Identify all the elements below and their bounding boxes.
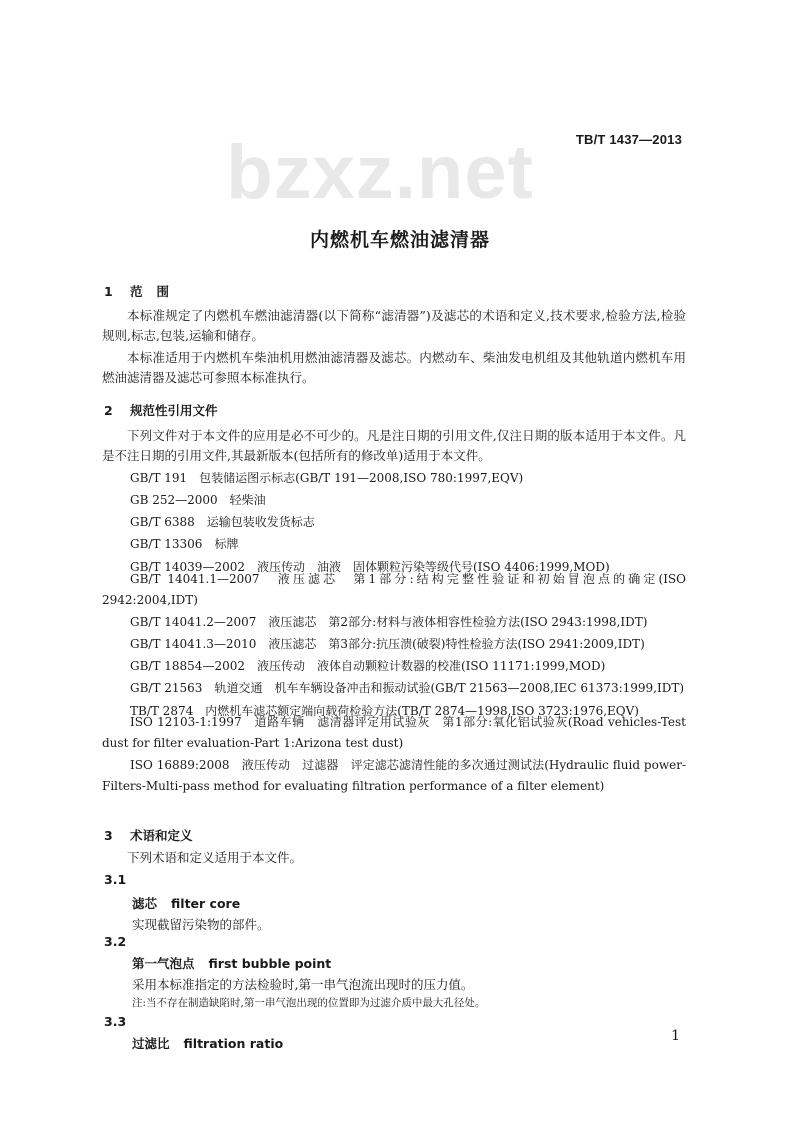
term-definition: 实现截留污染物的部件。 — [132, 917, 270, 932]
section-1-heading — [104, 282, 183, 300]
reference-item: GB 252—2000 轻柴油 — [130, 493, 266, 507]
term-en: first bubble point — [208, 956, 332, 971]
reference-item: GB/T 21563 轨道交通 机车车辆设备冲击和振动试验(GB/T 21563—2008,IEC 61373:1999,IDT) — [130, 681, 685, 695]
reference-item: ISO 16889:2008 液压传动 过滤器 评定滤芯滤清性能的多次通过测试法(Hydraulic fluid power-Filters-Multi-pass method for evaluating filtration performance of a filter element) — [102, 758, 686, 793]
term-heading — [132, 1034, 283, 1052]
reference-item: ISO 12103-1:1997 道路车辆 滤清器评定用试验灰 第1部分:氧化铝试验灰(Road vehicles-Test dust for filter evaluation-Part 1:Arizona test dust) — [102, 715, 686, 750]
clause-number: 3.1 — [104, 872, 127, 887]
section-3-heading — [104, 826, 193, 844]
section-number: 2 — [104, 403, 113, 418]
section-1-paragraph: 本标准规定了内燃机车燃油滤清器(以下简称“滤清器”)及滤芯的术语和定义,技术要求,检验方法,检验规则,标志,包装,运输和储存。 — [102, 308, 686, 343]
section-title: 规范性引用文件 — [130, 403, 218, 418]
reference-item: GB/T 6388 运输包装收发货标志 — [130, 515, 315, 529]
section-2-heading — [104, 401, 218, 419]
section-2-intro: 下列文件对于本文件的应用是必不可少的。凡是注日期的引用文件,仅注日期的版本适用于本文件。凡是不注日期的引用文件,其最新版本(包括所有的修改单)适用于本文件。 — [102, 428, 686, 463]
section-number: 3 — [104, 828, 113, 843]
term-zh: 过滤比 — [132, 1036, 170, 1051]
reference-item: GB/T 14039—2002 液压传动 油液 固体颗粒污染等级代号(ISO 4406:1999,MOD) — [130, 560, 610, 574]
clause-number: 3.2 — [104, 934, 127, 949]
standard-number: TB/T 1437—2013 — [575, 132, 682, 147]
reference-item: GB/T 14041.2—2007 液压滤芯 第2部分:材料与液体相容性检验方法(ISO 2943:1998,IDT) — [130, 615, 648, 629]
clause-number: 3.3 — [104, 1014, 127, 1029]
term-zh: 滤芯 — [132, 896, 158, 911]
reference-item: GB/T 14041.3—2010 液压滤芯 第3部分:抗压溃(破裂)特性检验方法(ISO 2941:2009,IDT) — [130, 637, 645, 651]
section-3-intro: 下列术语和定义适用于本文件。 — [127, 850, 303, 865]
page-number: 1 — [671, 1028, 680, 1044]
watermark: bzxz.net — [226, 130, 534, 215]
term-heading — [132, 894, 240, 912]
reference-item: GB/T 18854—2002 液压传动 液体自动颗粒计数器的校准(ISO 11171:1999,MOD) — [130, 659, 606, 673]
term-definition: 采用本标准指定的方法检验时,第一串气泡流出现时的压力值。 — [132, 977, 474, 992]
term-en: filter core — [171, 896, 241, 911]
reference-item: TB/T 2874 内燃机车滤芯额定端向载荷检验方法(TB/T 2874—1998,ISO 3723:1976,EQV) — [130, 704, 639, 718]
reference-item: GB/T 13306 标牌 — [130, 537, 239, 551]
reference-item: GB/T 191 包装储运图示标志(GB/T 191—2008,ISO 780:1997,EQV) — [130, 471, 524, 485]
section-title: 范围 — [130, 284, 184, 299]
section-number: 1 — [104, 284, 113, 299]
reference-item: GB/T 14041.1—2007 液压滤芯 第1部分:结构完整性验证和初始冒泡点的确定(ISO 2942:2004,IDT) — [102, 572, 686, 607]
term-en: filtration ratio — [183, 1036, 284, 1051]
term-note: 注:当不存在制造缺陷时,第一串气泡出现的位置即为过滤介质中最大孔径处。 — [132, 997, 486, 1009]
page-title: 内燃机车燃油滤清器 — [309, 229, 490, 251]
section-1-paragraph: 本标准适用于内燃机车柴油机用燃油滤清器及滤芯。内燃动车、柴油发电机组及其他轨道内燃机车用燃油滤清器及滤芯可参照本标准执行。 — [102, 350, 686, 385]
section-title: 术语和定义 — [130, 828, 193, 843]
term-zh: 第一气泡点 — [132, 956, 195, 971]
term-heading — [132, 954, 331, 972]
